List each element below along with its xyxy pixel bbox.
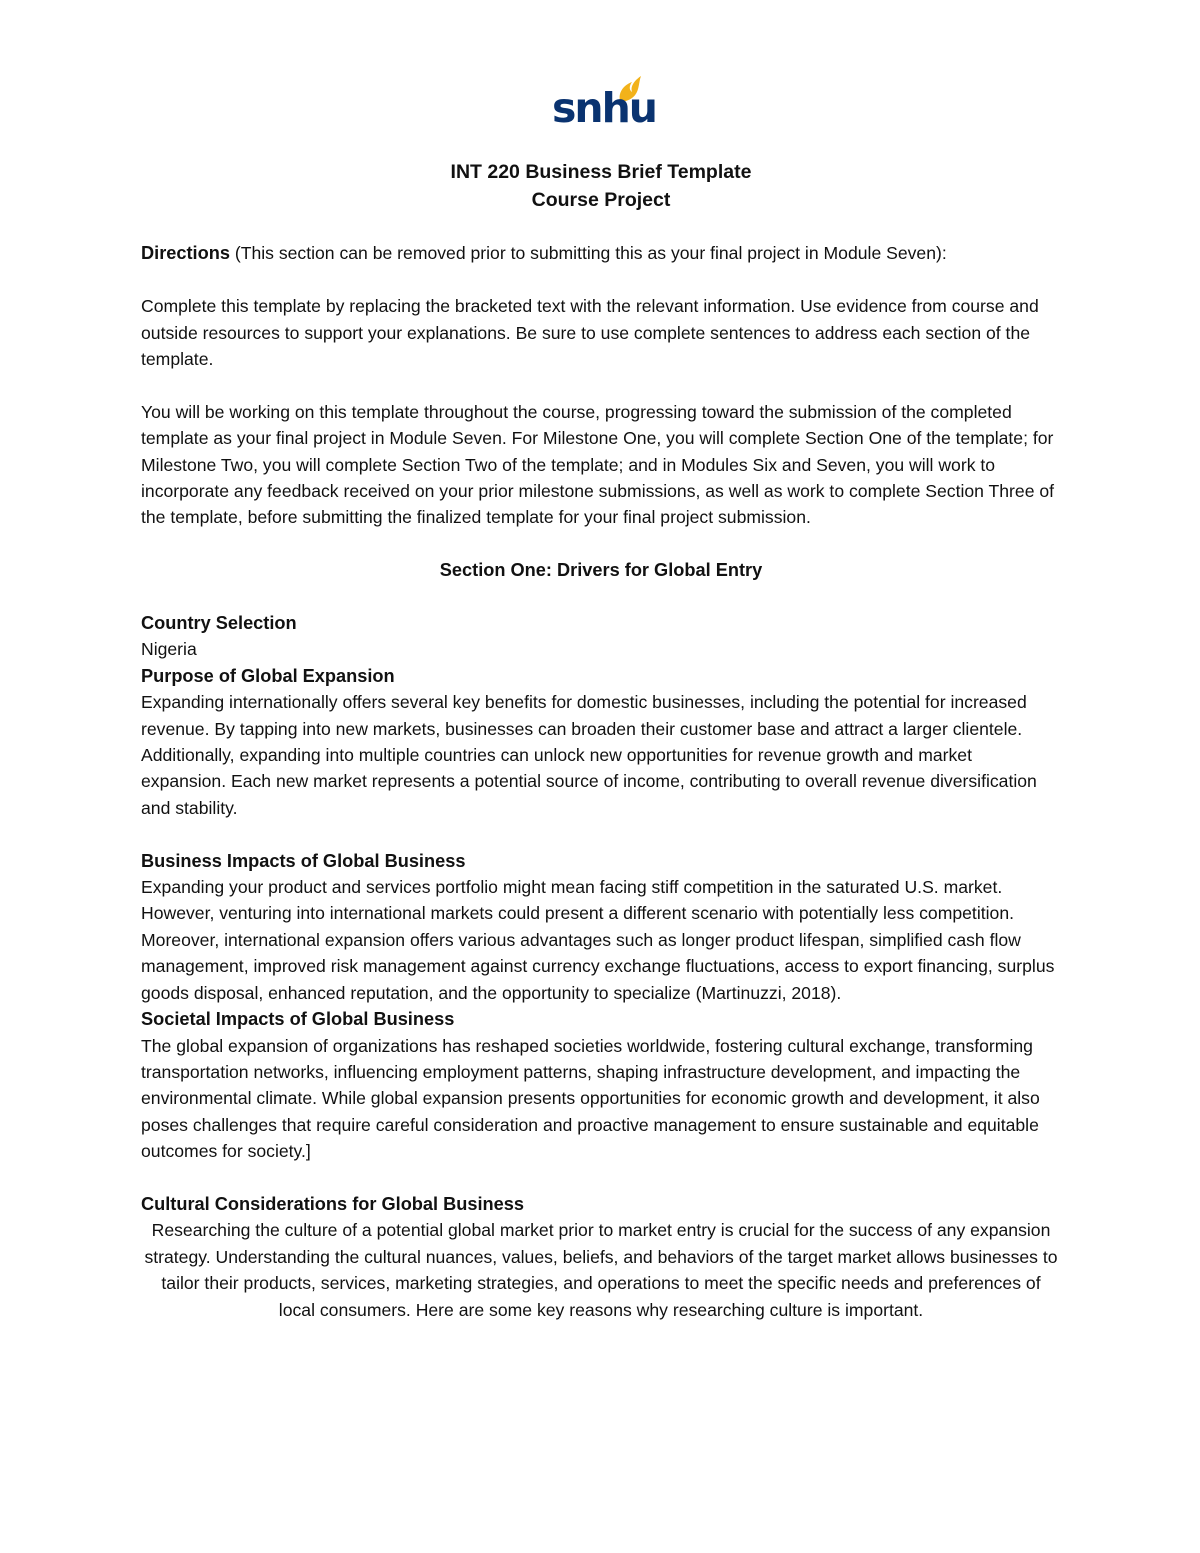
directions-line — [141, 240, 1061, 266]
societal-impacts-body: The global expansion of organizations has reshaped societies worldwide, fostering cultural exchange, transforming transportation networks, influencing employment patterns, shaping infrastructure development, and impacting the environmental climate. While global expansion presents opportunities for economic growth and development, it also poses challenges that require careful consideration and proactive management to ensure sustainable and equitable outcomes for society.] — [141, 1035, 1040, 1162]
directions-note: (This section can be removed prior to submitting this as your final project in Module Seven): — [229, 243, 947, 264]
document-title: INT 220 Business Brief Template — [450, 161, 752, 183]
purpose-heading: Purpose of Global Expansion — [141, 665, 395, 686]
societal-impacts-heading: Societal Impacts of Global Business — [141, 1009, 455, 1030]
spacer — [141, 821, 1061, 847]
spacer — [141, 584, 1061, 610]
business-impacts-heading: Business Impacts of Global Business — [141, 850, 466, 871]
directions-paragraph-2: You will be working on this template throughout the course, progressing toward the submission of the completed template as your final project in Module Seven. For Milestone One, you will complete Section One of the template; for Milestone Two, you will complete Section Two of the template; and in Modules Six and Seven, you will work to incorporate any feedback received on your prior milestone submissions, as well as work to complete Section Three of the template, before submitting the finalized template for your final project submission. — [141, 401, 1055, 528]
document-body — [141, 158, 1061, 1323]
section-one-title: Section One: Drivers for Global Entry — [439, 560, 763, 581]
snhu-logo — [552, 74, 656, 134]
cultural-considerations-heading: Cultural Considerations for Global Business — [141, 1193, 525, 1214]
spacer — [141, 372, 1061, 398]
spacer — [141, 267, 1061, 293]
purpose-body: Expanding internationally offers several key benefits for domestic businesses, including the potential for increased revenue. By tapping into new markets, businesses can broaden their customer base and attract a larger clientele. Additionally, expanding into multiple countries can unlock new opportunities for revenue growth and market expansion. Each new market represents a potential source of income, contributing to overall revenue diversification and stability. — [141, 692, 1037, 818]
spacer — [141, 214, 1061, 240]
country-selection-value: Nigeria — [141, 639, 197, 660]
directions-paragraph-1: Complete this template by replacing the bracketed text with the relevant information. Use evidence from course and outside resources to support your explanations. Be sure to use complete sentences to address each section of the template. — [141, 296, 1039, 369]
directions-label: Directions — [141, 243, 230, 264]
spacer — [141, 531, 1061, 557]
country-selection-heading: Country Selection — [141, 613, 297, 634]
cultural-considerations-body: Researching the culture of a potential global market prior to market entry is crucial for the success of any expansion strategy. Understanding the cultural nuances, values, beliefs, and behaviors of the target market allows businesses to tailor their products, services, marketing strategies, and operations to meet the specific needs and preferences of local consumers. Here are some key reasons why researching culture is important. — [144, 1220, 1058, 1320]
logo-wordmark: snhu — [552, 84, 656, 132]
spacer — [141, 1165, 1061, 1191]
document-subtitle: Course Project — [531, 189, 671, 211]
business-impacts-body: Expanding your product and services portfolio might mean facing stiff competition in the saturated U.S. market. However, venturing into international markets could present a different scenario with potentially less competition. Moreover, international expansion offers various advantages such as longer product lifespan, simplified cash flow management, improved risk management against currency exchange fluctuations, access to export financing, surplus goods disposal, enhanced reputation, and the opportunity to specialize (Martinuzzi, 2018). — [141, 877, 1055, 1003]
